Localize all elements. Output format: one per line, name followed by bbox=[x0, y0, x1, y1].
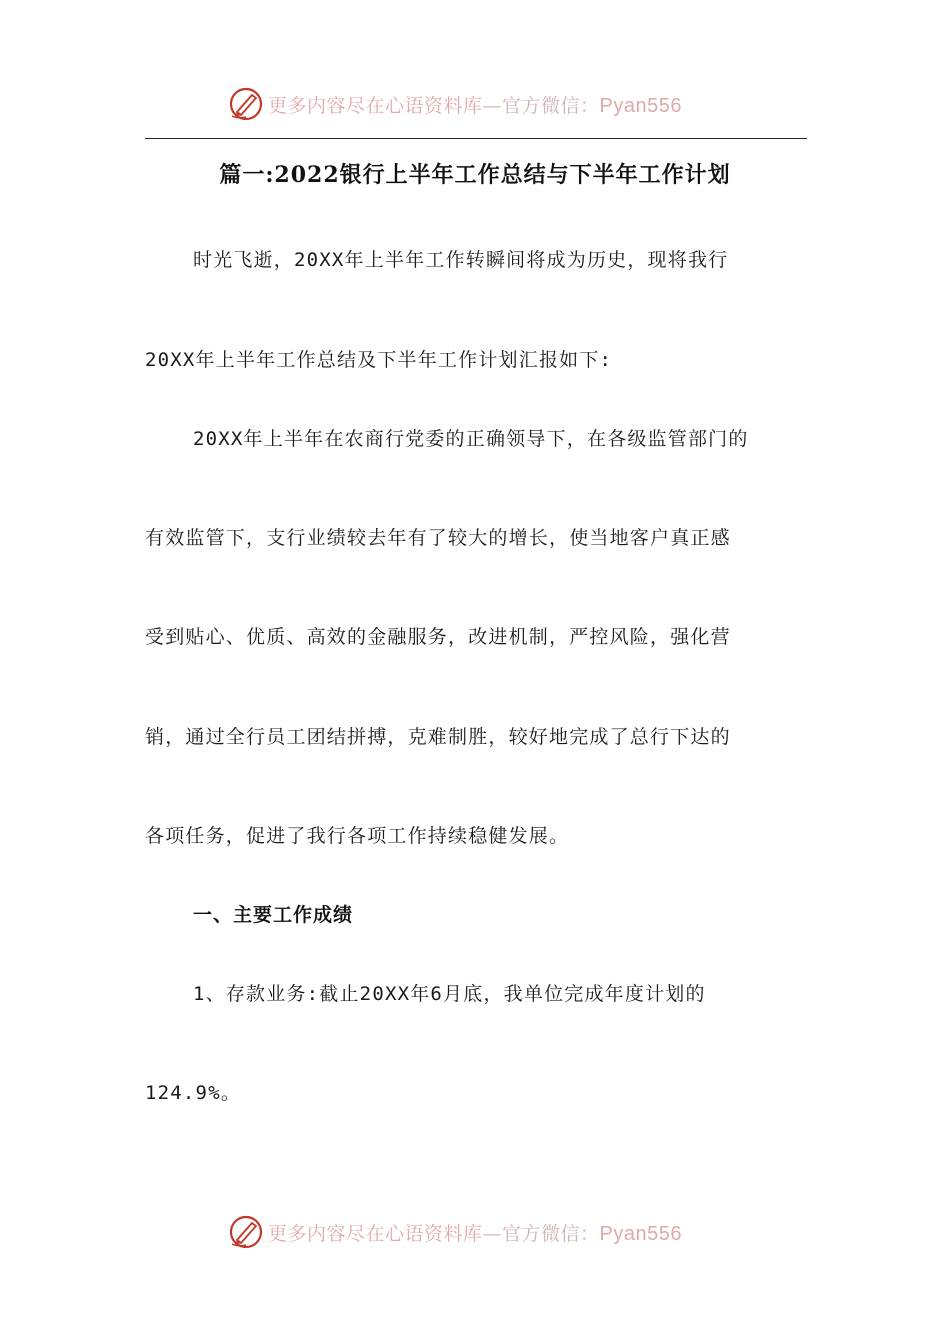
pen-logo-icon bbox=[228, 86, 264, 122]
header-banner-text bbox=[268, 91, 682, 118]
footer-site-text: 更多内容尽在心语资料库 bbox=[268, 1222, 483, 1245]
paragraph-line: 各项任务，促进了我行各项工作持续稳健发展。 bbox=[145, 825, 570, 847]
header-site-text: 更多内容尽在心语资料库 bbox=[268, 94, 483, 117]
paragraph-line: 时光飞逝，20XX年上半年工作转瞬间将成为历史，现将我行 bbox=[193, 249, 729, 271]
paragraph-line: 销，通过全行员工团结拼搏，克难制胜，较好地完成了总行下达的 bbox=[145, 726, 731, 748]
paragraph-line: 有效监管下，支行业绩较去年有了较大的增长，使当地客户真正感 bbox=[145, 527, 731, 549]
section-heading: 一、主要工作成绩 bbox=[193, 904, 354, 926]
footer-banner-text bbox=[268, 1219, 682, 1246]
header-wechat-label: 官方微信： bbox=[502, 94, 600, 117]
paragraph-line: 20XX年上半年工作总结及下半年工作计划汇报如下: bbox=[145, 349, 613, 371]
footer-separator: — bbox=[482, 1222, 503, 1245]
footer-wechat-id: Pyan556 bbox=[599, 1222, 682, 1245]
item-line: 124.9%。 bbox=[145, 1082, 242, 1104]
item-line: 1、存款业务:截止20XX年6月底，我单位完成年度计划的 bbox=[193, 983, 706, 1005]
footer-banner bbox=[0, 1212, 950, 1252]
paragraph-line: 受到贴心、优质、高效的金融服务，改进机制，严控风险，强化营 bbox=[145, 626, 731, 648]
document-title: 篇一:2022银行上半年工作总结与下半年工作计划 bbox=[219, 162, 731, 188]
footer-wechat-label: 官方微信： bbox=[502, 1222, 600, 1245]
header-divider bbox=[145, 138, 807, 139]
paragraph-line: 20XX年上半年在农商行党委的正确领导下，在各级监管部门的 bbox=[193, 428, 749, 450]
header-separator: — bbox=[482, 94, 503, 117]
header-banner bbox=[0, 84, 950, 124]
header-wechat-id: Pyan556 bbox=[599, 94, 682, 117]
pen-logo-icon bbox=[228, 1214, 264, 1250]
